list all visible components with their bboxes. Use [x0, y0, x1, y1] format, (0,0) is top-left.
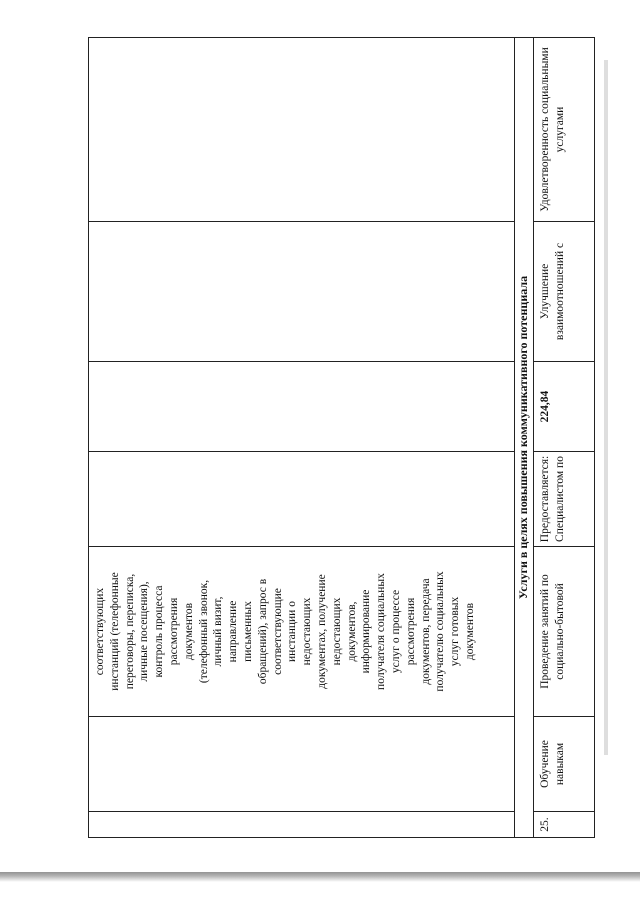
procedure-line: документов — [182, 602, 195, 661]
procedure-line: получателю социальных — [434, 571, 447, 692]
cell-conditions-empty — [89, 452, 515, 547]
procedure-text — [93, 549, 478, 714]
service-conditions: Предоставляется: Специалистом по — [534, 452, 595, 547]
rotated-page — [88, 38, 595, 838]
procedure-line: документов — [463, 602, 476, 661]
scan-edge-shadow — [604, 60, 608, 755]
cell-name-empty — [89, 717, 515, 812]
table-row-continued — [89, 38, 515, 838]
service-name: Обучение навыкам — [534, 717, 595, 812]
procedure-line: документов, передача — [419, 578, 432, 685]
procedure-line: соответствующих — [94, 587, 106, 676]
section-header-row — [515, 38, 534, 838]
table-row-25 — [534, 38, 595, 838]
row-number: 25. — [534, 812, 595, 838]
service-cost: 224,84 — [534, 362, 595, 452]
procedure-line: документах, получение — [315, 574, 328, 689]
procedure-line: контроль процесса — [153, 585, 166, 678]
procedure-line: рассмотрения — [404, 597, 417, 666]
cell-cost-empty — [89, 362, 515, 452]
procedure-line: недостающих — [330, 597, 343, 666]
service-indicator: Удовлетворенность социальными услугами — [534, 38, 595, 222]
procedure-line: (телефонный звонок, — [197, 579, 210, 684]
procedure-line: услуг о процессе — [389, 589, 402, 674]
procedure-line: личные посещения), — [138, 581, 151, 682]
procedure-line: соответствующие — [271, 588, 284, 675]
procedure-line: информирование — [360, 589, 373, 674]
procedure-line: получателя социальных — [375, 573, 388, 690]
procedure-line: переговоры, переписка, — [123, 573, 136, 690]
procedure-line: письменных — [241, 601, 254, 662]
service-result: Улучшение взаимоотношений с — [534, 222, 595, 362]
procedure-line: направление — [227, 600, 240, 663]
procedure-line: личный визит, — [212, 596, 225, 667]
procedure-line: услуг готовых — [449, 596, 462, 667]
cell-result-empty — [89, 222, 515, 362]
procedure-line: документов, — [345, 601, 358, 662]
service-procedure: Проведение занятий по социально-бытовой — [534, 547, 595, 717]
procedure-line: рассмотрения — [167, 597, 180, 666]
section-header: Услуги в целях повышения коммуникативного потенциала — [515, 38, 534, 838]
cell-indicator-empty — [89, 38, 515, 222]
procedure-line: недостающих — [301, 597, 314, 666]
procedure-line: инстанции о — [286, 601, 299, 662]
services-table — [88, 37, 595, 838]
cell-num-empty — [89, 812, 515, 838]
scan-bottom-shadow — [0, 872, 640, 882]
procedure-line: обращений), запрос в — [256, 578, 269, 685]
procedure-line: инстанций (телефонные — [108, 572, 121, 691]
cell-procedure-continued — [89, 547, 515, 717]
